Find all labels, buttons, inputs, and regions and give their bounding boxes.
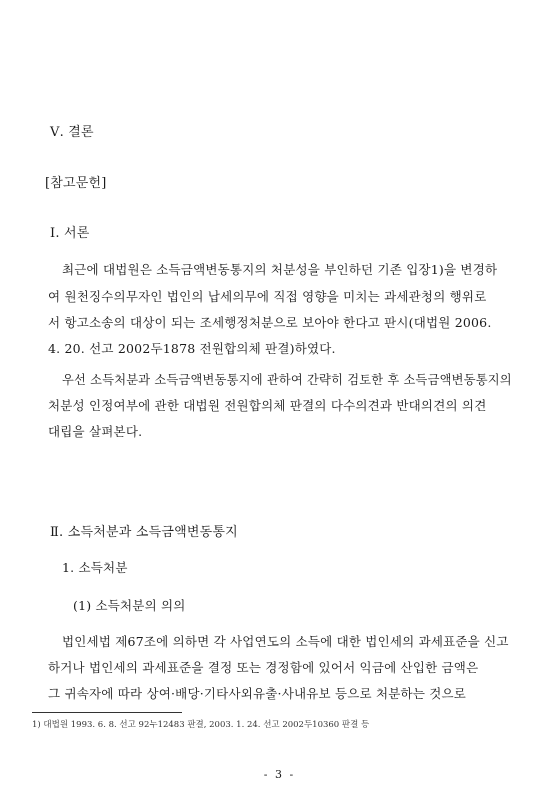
footnote-divider: [32, 712, 182, 713]
paragraph-line: 여 원천징수의무자인 법인의 납세의무에 직접 영향을 미치는 과세관청의 행위로: [48, 289, 487, 304]
subsubsection-heading: (1) 소득처분의 의의: [73, 598, 186, 613]
paragraph-line: 하거나 법인세의 과세표준을 결정 또는 경정함에 있어서 익금에 산입한 금액은: [48, 660, 479, 675]
paragraph-line: 최근에 대법원은 소득금액변동통지의 처분성을 부인하던 기존 입장1)을 변경하: [62, 262, 498, 277]
paragraph-line: 4. 20. 선고 2002두1878 전원합의체 판결)하였다.: [48, 341, 336, 356]
page-number: - 3 -: [263, 768, 296, 781]
paragraph-line: 그 귀속자에 따라 상여·배당·기타사외유출·사내유보 등으로 처분하는 것으로: [48, 686, 467, 701]
toc-references: [참고문헌]: [45, 176, 107, 191]
paragraph-line: 우선 소득처분과 소득금액변동통지에 관하여 간략히 검토한 후 소득금액변동통지의: [62, 373, 512, 387]
section1-heading: Ⅰ. 서론: [50, 226, 90, 241]
subsection-heading: 1. 소득처분: [62, 560, 128, 575]
footnote: 1) 대법원 1993. 6. 8. 선고 92누12483 판결, 2003. 1. 24. 선고 2002두10360 판결 등: [32, 720, 370, 730]
paragraph-line: 법인세법 제67조에 의하면 각 사업연도의 소득에 대한 법인세의 과세표준을 신고: [62, 634, 509, 649]
paragraph-line: 서 항고소송의 대상이 되는 조세행정처분으로 보아야 한다고 판시(대법원 2006.: [48, 315, 492, 330]
paragraph-line: 처분성 인정여부에 관한 대법원 전원합의체 판결의 다수의견과 반대의견의 의견: [48, 398, 487, 413]
toc-conclusion: Ⅴ. 결론: [50, 125, 94, 140]
section2-heading: Ⅱ. 소득처분과 소득금액변동통지: [50, 525, 238, 540]
paragraph-line: 대립을 살펴본다.: [48, 424, 143, 439]
